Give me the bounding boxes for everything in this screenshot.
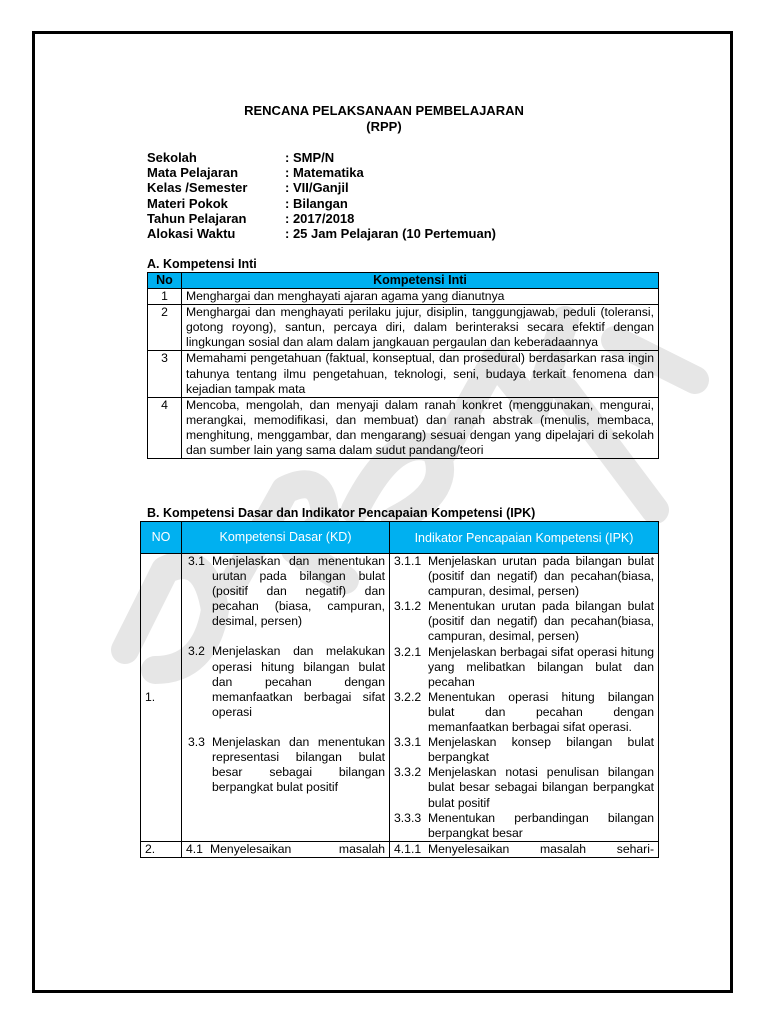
ipk-item: 4.1.1 Menyelesaikan masalah sehari- <box>394 841 654 856</box>
section-a-heading: A. Kompetensi Inti <box>147 257 257 271</box>
table-row: 1 Menghargai dan menghayati ajaran agama yang dianutnya <box>148 289 659 305</box>
ipk-item: 3.3.1 Menjelaskan konsep bilangan bulat berpangkat <box>394 735 654 765</box>
table-row: 3 Memahami pengetahuan (faktual, konseptual, dan prosedural) berdasarkan rasa ingin tahunya tentang ilmu pengetahuan, teknologi, seni, budaya terkait fenomena dan kejadian tampak mata <box>148 351 659 397</box>
meta-row: Mata Pelajaran : Matematika <box>147 165 364 181</box>
kd-item: 3.1 Menjelaskan dan menentukan urutan pada bilangan bulat (positif dan negatif) dan pecahan (biasa, campuran, desimal, persen) <box>188 554 385 629</box>
kd-ipk-table <box>140 521 659 858</box>
col-header-ipk: Indikator Pencapaian Kompetensi (IPK) <box>390 522 659 554</box>
ipk-cell <box>390 554 659 842</box>
section-b-heading: B. Kompetensi Dasar dan Indikator Pencapaian Kompetensi (IPK) <box>147 506 536 520</box>
col-header-kd: Kompetensi Dasar (KD) <box>182 522 390 554</box>
meta-row: Alokasi Waktu : 25 Jam Pelajaran (10 Pertemuan) <box>147 226 496 242</box>
kd-cell <box>182 554 390 842</box>
meta-block <box>147 150 496 241</box>
col-header-no: No <box>148 273 182 289</box>
meta-row: Tahun Pelajaran : 2017/2018 <box>147 210 355 226</box>
kd-item: 4.1 Menyelesaikan masalah <box>186 841 385 856</box>
kd-item: 3.3 Menjelaskan dan menentukan representasi bilangan bulat besar sebagai bilangan berpangkat bulat positif <box>188 734 385 795</box>
meta-row: Sekolah : SMP/N <box>147 150 335 165</box>
kompetensi-inti-table <box>147 272 659 459</box>
ipk-item: 3.1.2 Menentukan urutan pada bilangan bulat (positif dan negatif) dan pecahan(biasa, campuran, desimal, persen) <box>394 599 654 644</box>
ipk-item: 3.3.2 Menjelaskan notasi penulisan bilangan bulat besar sebagai bilangan berpangkat bulat positif <box>394 765 654 810</box>
meta-row: Kelas /Semester : VII/Ganjil <box>147 180 349 196</box>
ipk-item: 3.2.1 Menjelaskan berbagai sifat operasi hitung yang melibatkan bilangan bulat dan pecahan <box>394 644 654 689</box>
meta-row: Materi Pokok : Bilangan <box>147 195 348 211</box>
table-row: 2 Menghargai dan menghayati perilaku jujur, disiplin, tanggungjawab, peduli (toleransi, gotong royong), santun, percaya diri, dalam berinteraksi secara efektif dengan lingkungan sosial dan alam dalam jangkauan pergaulan dan keberadaannya <box>148 305 659 351</box>
table-row: 1. 3.1 Menjelaskan dan menentukan urutan pada bilangan bulat (positif dan negatif) dan pecahan (biasa, campuran, desimal, persen) 3.2 Menjelaskan dan melakukan operasi hitung bilangan bulat dan pecahan dengan memanfaatkan berbagai sifat operasi 3.3 Menjelaskan dan menentukan representasi bilangan bulat besar sebagai bilangan berpangkat bulat positif 3.1.1 Menjelaskan urutan pada bilangan bulat (positif dan negatif) dan pecahan(biasa, campuran, desimal, persen) 3.1.2 Menentukan urutan pada bilangan bulat (positif dan negatif) dan pecahan(biasa, campuran, desimal, persen) 3.2.1 Menjelaskan berbagai sifat operasi hitung yang melibatkan bilangan bulat dan pecahan 3.2.2 Menentukan operasi hitung bilangan bulat dan pecahan dengan memanfaatkan berbagai sifat operasi. 3.3.1 Menjelaskan konsep bilangan bulat berpangkat 3.3.2 Menjelaskan notasi penulisan bilangan bulat besar sebagai bilangan berpangkat bulat positif 3.3.3 Menentukan perbandingan bilangan berpangkat besar <box>141 554 659 842</box>
ipk-item: 3.3.3 Menentukan perbandingan bilangan berpangkat besar <box>394 810 654 840</box>
table-row: 2. 4.1 Menyelesaikan masalah 4.1.1 Menyelesaikan masalah sehari- <box>141 841 659 857</box>
col-header-ki: Kompetensi Inti <box>182 273 659 289</box>
document-subtitle: (RPP) <box>366 119 402 134</box>
document-title: RENCANA PELAKSANAAN PEMBELAJARAN <box>244 103 524 118</box>
ipk-item: 3.1.1 Menjelaskan urutan pada bilangan bulat (positif dan negatif) dan pecahan(biasa, campuran, desimal, persen) <box>394 554 654 599</box>
table-row: 4 Mencoba, mengolah, dan menyaji dalam ranah konkret (menggunakan, mengurai, merangkai, memodifikasi, dan membuat) dan ranah abstrak (menulis, membaca, menghitung, menggambar, dan mengarang) sesuai dengan yang dipelajari di sekolah dan sumber lain yang sama dalam sudut pandang/teori <box>148 397 659 458</box>
kd-item: 3.2 Menjelaskan dan melakukan operasi hitung bilangan bulat dan pecahan dengan memanfaatkan berbagai sifat operasi <box>188 644 385 719</box>
ipk-cell <box>390 841 659 857</box>
kd-cell <box>182 841 390 857</box>
col-header-no: NO <box>141 522 182 554</box>
ipk-item: 3.2.2 Menentukan operasi hitung bilangan bulat dan pecahan dengan memanfaatkan berbagai sifat operasi. <box>394 689 654 735</box>
